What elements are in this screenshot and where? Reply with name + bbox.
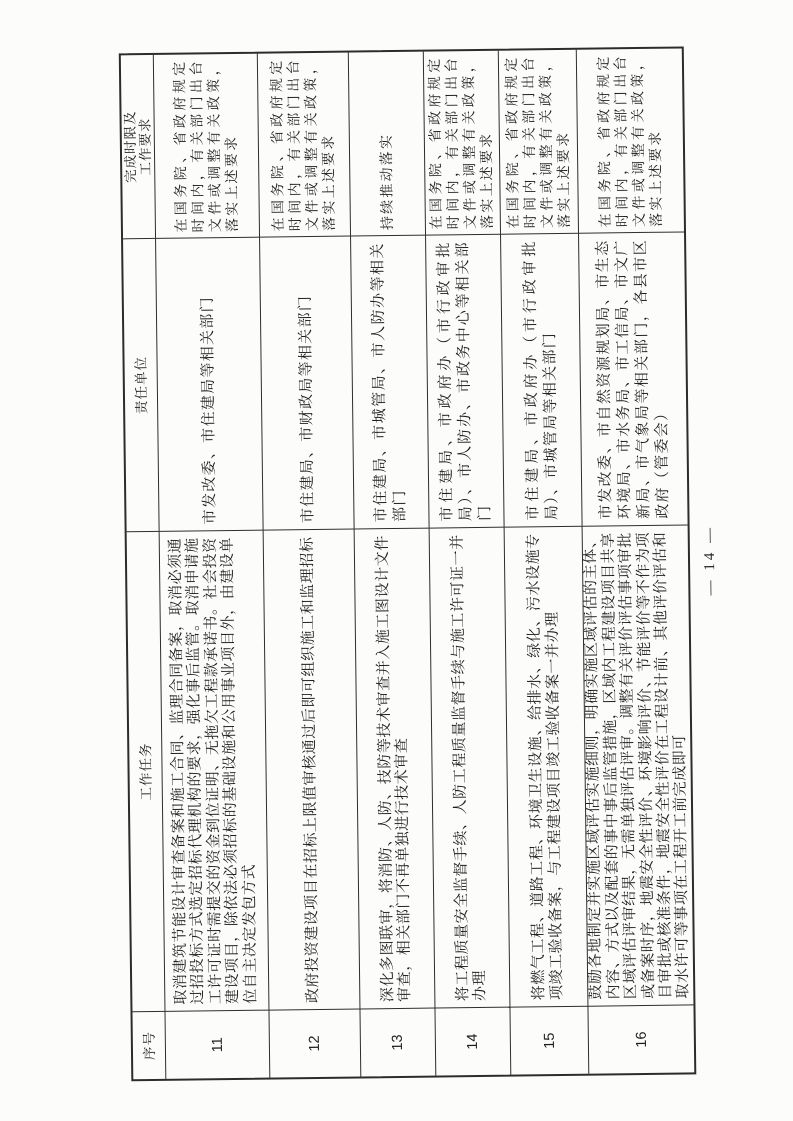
row11-unit xyxy=(156,237,264,531)
row13-task xyxy=(355,528,436,1009)
row15-deadline xyxy=(499,50,579,234)
row14-task xyxy=(430,527,511,1008)
row12-unit-text: 市住建局、市财政局等相关部门 xyxy=(297,294,317,524)
row16-unit-text: 市发改委、市自然资源规划局、市生态环境局、市水务局、市工信局、市文广新局、市气象局等相关部门，各县市区政府（管委会） xyxy=(594,238,672,520)
page-number: — 14 — xyxy=(701,524,719,596)
header-unit-label: 责任单位 xyxy=(132,356,149,415)
row13-task-text: 深化多图联审，将消防、人防、技防等技术审查并入施工图设计文件审查，相关部门不再单独进行技术审查 xyxy=(374,535,414,1003)
row16-index: 16 xyxy=(588,1004,694,1073)
row14-unit xyxy=(426,234,505,528)
header-deadline xyxy=(121,55,156,238)
row12-task-text: 政府投资建设项目在招标上限值审核通过后即可组织施工和监理招标 xyxy=(299,536,322,1004)
header-index xyxy=(132,1011,166,1079)
row15-unit xyxy=(501,233,583,527)
row15-task-text: 将燃气工程、道路工程、环境卫生设施、给排水、绿化、污水设施专项竣工验收备案，与工程建设项目竣工验收备案一并办理 xyxy=(525,533,565,1001)
row14-index: 14 xyxy=(435,1007,511,1076)
tasks-table xyxy=(119,46,697,1081)
row13-unit xyxy=(351,235,430,529)
row12-deadline xyxy=(258,53,351,237)
row16-unit xyxy=(579,231,688,525)
row11-index: 11 xyxy=(165,1010,270,1079)
header-index-label: 序号 xyxy=(141,1030,157,1061)
row16-task xyxy=(583,524,694,1005)
row16-deadline xyxy=(577,48,684,232)
header-unit xyxy=(123,238,160,531)
row15-task xyxy=(505,526,589,1007)
row15-unit-text: 市住建局、市政府办（市行政审批局）、市城管局等相关部门 xyxy=(521,240,561,521)
row11-unit-text: 市发改委、市住建局等相关部门 xyxy=(199,295,219,525)
row11-task-text: 取消建筑节能设计审查备案和施工合同、监理合同备案，取消必须通过招投标方式选定招标代理机构的要求，强化事后监管。取消申请施工许可证时需提交的资金到位证明、无拖欠工程款承诺书。社会投资建设项目，除依法必须招标的基础设施和公用事业项目外，由建设单位自主决定发包方式 xyxy=(167,536,260,1005)
row12-task xyxy=(264,529,361,1010)
row11-deadline-text: 在国务院、省政府规定时间内，有关部门出台文件或调整有关政策，落实上述要求 xyxy=(172,59,241,233)
row13-index: 13 xyxy=(360,1008,436,1077)
row16-task-text: 鼓励各地制定并实施区域评估实施细则，明确实施区域评估的主体、内容、方式以及配套的事中事后监管措施，区域内工程建设项目共享区域评估评审结果，无需单独评估评审。调整有关评价评估事项审批或备案时序，地震安全性评价、环境影响评价、节能评价等不作为项目审批或核准条件，地震安全性评价在工程设计前、其他评价评估和取水许可等事项在工程开工前完成即可 xyxy=(582,531,692,1000)
row14-unit-text: 市住建局、市政府办（市行政审批局）、市人防办、市政务中心等相关部门 xyxy=(435,241,494,522)
row11-task xyxy=(160,530,270,1011)
row15-deadline-text: 在国务院、省政府规定时间内，有关部门出台文件或调整有关政策，落实上述要求 xyxy=(504,55,573,229)
row12-unit xyxy=(260,236,355,530)
row12-deadline-text: 在国务院、省政府规定时间内，有关部门出台文件或调整有关政策，落实上述要求 xyxy=(269,57,338,232)
row13-unit-text: 市住建局、市城管局、市人防办等相关部门 xyxy=(370,242,409,523)
row13-deadline xyxy=(349,52,426,236)
row14-deadline-text: 在国务院、省政府规定时间内，有关部门出台文件或调整有关政策，落实上述要求 xyxy=(427,55,496,230)
row14-task-text: 将工程质量安全监督手续、人防工程质量监督手续与施工许可证一并办理 xyxy=(449,534,489,1002)
header-task-label: 工作任务 xyxy=(137,742,154,801)
row13-deadline-text: 持续推动落实 xyxy=(379,132,396,231)
row14-deadline xyxy=(424,51,501,235)
row15-index: 15 xyxy=(510,1006,589,1075)
header-deadline-label: 完成时限及工作要求 xyxy=(122,110,154,184)
row12-index: 12 xyxy=(269,1008,361,1077)
row16-deadline-text: 在国务院、省政府规定时间内，有关部门出台文件或调整有关政策，落实上述要求 xyxy=(596,53,665,228)
row11-deadline xyxy=(154,54,260,238)
